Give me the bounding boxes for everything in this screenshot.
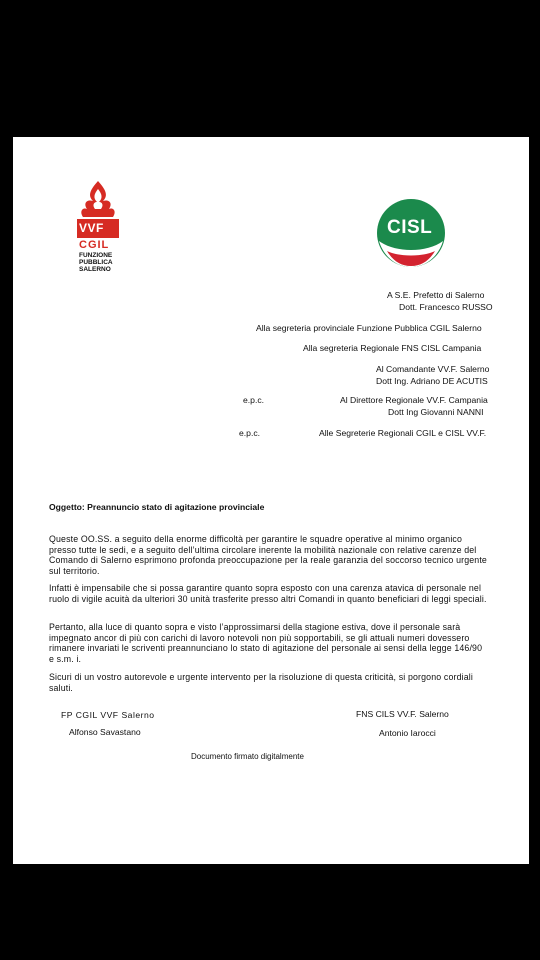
cisl-logo (375, 197, 447, 269)
fp-cgil-vvf-logo (73, 179, 123, 271)
recipient-segreterie: Alle Segreterie Regionali CGIL e CISL VV.F. (319, 428, 487, 438)
body-paragraph-1: Queste OO.SS. a seguito della enorme difficoltà per garantire le squadre operative al minimo organico presso tutte le sedi, e a seguito dell’ultima circolare inerente la mobilità nazionale con relative carenze del Comando di Salerno esprimono profonda preoccupazione per la reale garanzia del soccorso tecnico urgente sul territorio. (49, 534, 487, 576)
epc-label-2: e.p.c. (239, 428, 261, 438)
recipient-prefetto-name: Dott. Francesco RUSSO (399, 302, 493, 312)
recipient-fp-cgil: Alla segreteria provinciale Funzione Pubblica CGIL Salerno (256, 323, 482, 333)
body-paragraph-4: Sicuri di un vostro autorevole e urgente intervento per la risoluzione di questa criticità, si porgono cordiali saluti. (49, 672, 473, 693)
subject-line: Oggetto: Preannuncio stato di agitazione provinciale (49, 502, 265, 512)
logo-line-salerno: SALERNO (79, 266, 111, 273)
signature-left-org: FP CGIL VVF Salerno (61, 710, 155, 720)
recipient-direttore-name: Dott Ing Giovanni NANNI (388, 407, 484, 417)
body-paragraph-3: Pertanto, alla luce di quanto sopra e visto l’approssimarsi della stagione estiva, dove il personale sarà impegnato ancor di più con carichi di lavoro notevoli non più sopportabili, se gli attuali numeri dovessero rimanere invariati le scriventi preannunciano lo stato di agitazione del personale ai sensi della legge 146/90 e s.m. i. (49, 622, 483, 664)
recipient-comandante: Al Comandante VV.F. Salerno (376, 364, 490, 374)
recipient-comandante-name: Dott Ing. Adriano DE ACUTIS (376, 376, 488, 386)
body-paragraph-2: Infatti è impensabile che si possa garantire quanto sopra esposto con una carenza atavica di personale nel ruolo di vigile acuità da ulteriori 30 unità trasferite presso altri Comandi in quanto beneficiari di leggi speciali. (49, 583, 487, 604)
signature-left-name: Alfonso Savastano (69, 727, 141, 737)
signature-right-name: Antonio Iarocci (379, 728, 436, 738)
digital-signature-note: Documento firmato digitalmente (191, 752, 304, 761)
recipient-direttore: Al Direttore Regionale VV.F. Campania (340, 395, 488, 405)
epc-label-1: e.p.c. (243, 395, 265, 405)
letter-page (13, 137, 529, 864)
recipient-fns-cisl: Alla segreteria Regionale FNS CISL Campania (303, 343, 482, 353)
cgil-brand: CGIL (79, 239, 110, 251)
logo-line-funzione: FUNZIONE (79, 252, 113, 259)
logo-line-pubblica: PUBBLICA (79, 259, 113, 266)
vvf-mark: VVF (79, 221, 104, 235)
recipient-prefetto: A S.E. Prefetto di Salerno (387, 290, 485, 300)
cisl-brand: CISL (387, 217, 433, 238)
signature-right-org: FNS CILS VV.F. Salerno (356, 709, 449, 719)
